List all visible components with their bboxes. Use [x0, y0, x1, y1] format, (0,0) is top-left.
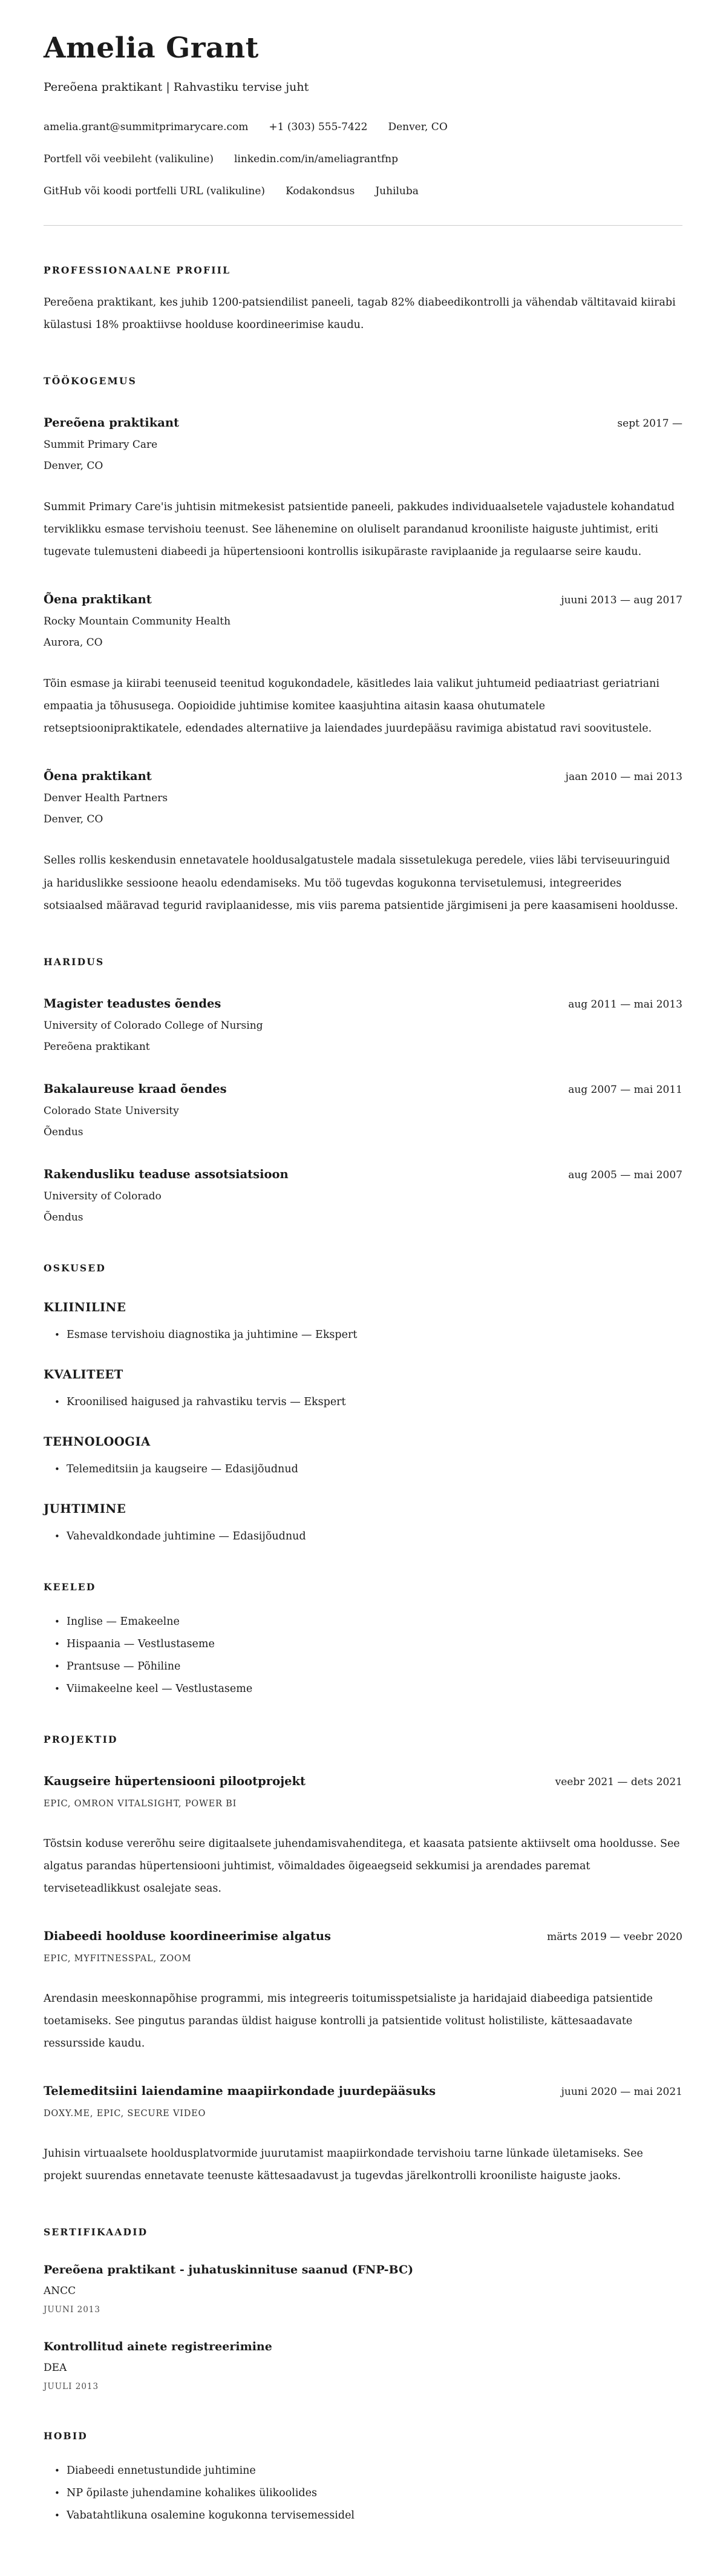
- job-location: Denver, CO: [44, 459, 103, 472]
- contact-portfolio: Portfell või veebileht (valikuline): [44, 152, 214, 165]
- certification-org: ANCC: [44, 2285, 76, 2298]
- project-dates: märts 2019 — veebr 2020: [547, 1931, 682, 1943]
- job-header: [44, 592, 682, 606]
- contact-linkedin: linkedin.com/in/ameliagrantfnp: [234, 152, 398, 165]
- skill-category: TEHNOLOOGIA: [44, 1434, 151, 1449]
- education-field: Pereõena praktikant: [44, 1040, 150, 1053]
- education-dates: aug 2007 — mai 2011: [568, 1083, 682, 1096]
- project-tools: DOXY.ME, EPIC, SECURE VIDEO: [44, 2109, 206, 2119]
- job-dates: sept 2017 —: [617, 417, 682, 430]
- section-hobbies: [44, 2430, 682, 2522]
- language-item: [54, 1683, 682, 1695]
- languages-section-title: KEELED: [44, 1581, 96, 1593]
- certification-org: DEA: [44, 2362, 67, 2374]
- job-role: Õena praktikant: [44, 769, 152, 784]
- project-entry: [44, 2084, 682, 2188]
- experience-section-title: TÖÖKOGEMUS: [44, 375, 137, 387]
- job-dates: jaan 2010 — mai 2013: [565, 771, 682, 784]
- section-certifications: [44, 2226, 682, 2391]
- language-item: [54, 1660, 682, 1673]
- contact-phone: +1 (303) 555-7422: [269, 120, 368, 133]
- hobby-item: [54, 2465, 682, 2477]
- certification-name: Kontrollitud ainete registreerimine: [44, 2340, 272, 2354]
- education-degree: Rakendusliku teaduse assotsiatsioon: [44, 1167, 289, 1181]
- skill-item: [54, 1463, 682, 1475]
- job-description: Summit Primary Care'is juhtisin mitmekesist patsientide paneeli, pakkudes individuaalsetele vajadustele kohandatud terviklikku esmase tervishoiu teenust. See lähenemine on oluliselt parandanud krooniliste haiguste juhtimist, eriti tugevate tulemusteni diabeedi ja hüpertensiooni kontrollis isikupäraste raviplaanide ja regulaarse seire kaudu.: [44, 500, 675, 559]
- hobby-list: [44, 2465, 682, 2522]
- project-entry: [44, 1929, 682, 2055]
- project-description: Juhisin virtuaalsete hooldusplatvormide juurutamist maapiirkondade tervishoiu tarne lünkade ületamiseks. See projekt suurendas ennetavate teenuste kättesaadavust ja tugevdas järelkontrolli krooniliste haiguste jaoks.: [44, 2148, 643, 2183]
- language-item-text: Hispaania — Vestlustaseme: [67, 1637, 215, 1650]
- job-entry: [44, 416, 682, 563]
- hobby-item-text: NP õpilaste juhendamine kohalikes ülikoolides: [67, 2487, 317, 2500]
- skill-group: [44, 1502, 682, 1542]
- education-header: [44, 1082, 682, 1096]
- certification-entry: [44, 2263, 682, 2315]
- language-item-text: Inglise — Emakeelne: [67, 1615, 180, 1628]
- language-item: [54, 1616, 682, 1628]
- education-school: University of Colorado: [44, 1190, 162, 1202]
- project-name: Diabeedi hoolduse koordineerimise algatus: [44, 1929, 332, 1943]
- projects-section-title: PROJEKTID: [44, 1733, 118, 1745]
- resume-header: [44, 33, 682, 226]
- contact-block: [44, 121, 682, 197]
- contact-github: GitHub või koodi portfelli URL (valikuline): [44, 185, 266, 197]
- project-entry: [44, 1774, 682, 1900]
- section-projects: [44, 1734, 682, 2188]
- job-entry: [44, 769, 682, 917]
- profile-section-title: PROFESSIONAALNE PROFIIL: [44, 264, 231, 276]
- job-location: Denver, CO: [44, 813, 103, 826]
- job-header: [44, 416, 682, 430]
- job-role: Pereõena praktikant: [44, 415, 180, 430]
- contact-row-3: [44, 185, 682, 197]
- education-field: Õendus: [44, 1211, 83, 1224]
- certification-date: JUUNI 2013: [44, 2305, 100, 2315]
- subtitle: Pereõena praktikant | Rahvastiku tervise juht: [44, 80, 309, 94]
- project-name: Kaugseire hüpertensiooni pilootprojekt: [44, 1774, 306, 1788]
- skills-section-title: OSKUSED: [44, 1262, 106, 1274]
- job-role: Õena praktikant: [44, 592, 152, 607]
- section-education: [44, 956, 682, 1224]
- language-item-text: Viimakeelne keel — Vestlustaseme: [67, 1682, 253, 1695]
- language-item-text: Prantsuse — Põhiline: [67, 1660, 181, 1673]
- job-description: Tõin esmase ja kiirabi teenuseid teenitud kogukondadele, käsitledes laia valikut juhtumeid pediaatriast geriatriani empaatia ja tõhususega. Oopioidide juhtimise komitee kaasjuhtina aitasin kaasa ohutumatele retseptsioonipraktikatele, edendades alternatiive ja laiendades juurdepääsu ravimiga abistatud ravi soovitustele.: [44, 678, 659, 735]
- skill-list: [44, 1530, 682, 1542]
- skill-list: [44, 1329, 682, 1341]
- contact-email: amelia.grant@summitprimarycare.com: [44, 120, 249, 133]
- certification-date: JUULI 2013: [44, 2382, 99, 2392]
- skill-group: [44, 1368, 682, 1408]
- section-skills: [44, 1262, 682, 1542]
- skill-item-text: Kroonilised haigused ja rahvastiku tervis — Ekspert: [67, 1395, 346, 1408]
- education-school: Colorado State University: [44, 1104, 179, 1117]
- skill-group: [44, 1300, 682, 1341]
- skill-list: [44, 1463, 682, 1475]
- profile-text: Pereõena praktikant, kes juhib 1200-patsiendilist paneeli, tagab 82% diabeedikontrolli ja vähendab vältitavaid kiirabi külastusi 18% proaktiivse hoolduse koordineerimise kaudu.: [44, 296, 676, 331]
- contact-row-2: [44, 153, 682, 165]
- education-header: [44, 997, 682, 1011]
- skill-item: [54, 1396, 682, 1408]
- hobby-item: [54, 2509, 682, 2522]
- education-school: University of Colorado College of Nursing: [44, 1019, 263, 1032]
- contact-location: Denver, CO: [388, 120, 448, 133]
- skill-item: [54, 1530, 682, 1542]
- project-dates: juuni 2020 — mai 2021: [561, 2086, 682, 2099]
- education-entry: [44, 1167, 682, 1224]
- skill-category: KVALITEET: [44, 1367, 123, 1381]
- hobbies-section-title: HOBID: [44, 2430, 88, 2442]
- job-company: Denver Health Partners: [44, 792, 168, 805]
- skill-list: [44, 1396, 682, 1408]
- education-degree: Magister teadustes õendes: [44, 996, 221, 1011]
- skill-category: KLIINILINE: [44, 1300, 126, 1314]
- hobby-item-text: Diabeedi ennetustundide juhtimine: [67, 2465, 256, 2477]
- project-tools: EPIC, MYFITNESSPAL, ZOOM: [44, 1954, 192, 1964]
- skill-group: [44, 1435, 682, 1475]
- project-dates: veebr 2021 — dets 2021: [555, 1775, 682, 1788]
- section-profile: [44, 264, 682, 336]
- project-header: [44, 2084, 682, 2098]
- skill-item-text: Telemeditsiin ja kaugseire — Edasijõudnud: [67, 1463, 298, 1475]
- job-company: Rocky Mountain Community Health: [44, 615, 231, 628]
- job-dates: juuni 2013 — aug 2017: [561, 594, 682, 607]
- project-description: Arendasin meeskonnapõhise programmi, mis integreeris toitumisspetsialiste ja haridajaid diabeediga patsientide toetamiseks. See pingutus parandas üldist haiguse kontrolli ja patsientide volitust holistiliste, kättesaadavate ressursside kaudu.: [44, 1993, 653, 2050]
- hobby-item-text: Vabatahtlikuna osalemine kogukonna tervisemessidel: [67, 2509, 355, 2522]
- contact-row-1: [44, 121, 682, 133]
- project-tools: EPIC, OMRON VITALSIGHT, POWER BI: [44, 1798, 237, 1809]
- education-dates: aug 2011 — mai 2013: [568, 998, 682, 1011]
- certification-entry: [44, 2340, 682, 2391]
- education-entry: [44, 997, 682, 1053]
- job-company: Summit Primary Care: [44, 438, 158, 451]
- education-degree: Bakalaureuse kraad õendes: [44, 1081, 227, 1096]
- section-languages: [44, 1581, 682, 1695]
- skill-item-text: Vahevaldkondade juhtimine — Edasijõudnud: [67, 1530, 306, 1542]
- header-divider: [44, 225, 682, 226]
- education-section-title: HARIDUS: [44, 955, 105, 968]
- job-header: [44, 769, 682, 783]
- project-header: [44, 1929, 682, 1943]
- skill-category: JUHTIMINE: [44, 1501, 126, 1516]
- job-description: Selles rollis keskendusin ennetavatele hooldusalgatustele madala sissetulekuga peredele, viies läbi terviseuuringuid ja hariduslikke sessioone heaolu edendamiseks. Mu töö tugevdas kogukonna tervisetulemusi, integreerides sotsiaalsed määravad tegurid raviplaanidesse, mis viis parema patsientide järgimiseni ja pere kaasamiseni hooldusse.: [44, 854, 678, 912]
- project-header: [44, 1774, 682, 1788]
- certification-name: Pereõena praktikant - juhatuskinnituse saanud (FNP-BC): [44, 2263, 414, 2277]
- job-location: Aurora, CO: [44, 637, 103, 649]
- job-entry: [44, 592, 682, 740]
- project-name: Telemeditsiini laiendamine maapiirkondade juurdepääsuks: [44, 2084, 436, 2099]
- education-header: [44, 1167, 682, 1181]
- project-description: Tõstsin koduse vererõhu seire digitaalsete juhendamisvahenditega, et kaasata patsiente aktiivselt oma hooldusse. See algatus parandas hüpertensiooni juhtimist, võimaldades õigeaegseid sekkumisi ja arendades paremat terviseteadlikkust osalejate seas.: [44, 1837, 680, 1895]
- language-item: [54, 1638, 682, 1650]
- hobby-item: [54, 2487, 682, 2499]
- skill-item-text: Esmase tervishoiu diagnostika ja juhtimine — Ekspert: [67, 1328, 358, 1341]
- language-list: [44, 1616, 682, 1695]
- contact-citizenship: Kodakondsus: [286, 185, 355, 197]
- certifications-section-title: SERTIFIKAADID: [44, 2226, 148, 2238]
- page-title: Amelia Grant: [44, 31, 259, 65]
- education-field: Õendus: [44, 1126, 83, 1138]
- section-experience: [44, 375, 682, 917]
- education-entry: [44, 1082, 682, 1138]
- education-dates: aug 2005 — mai 2007: [568, 1168, 682, 1181]
- skill-item: [54, 1329, 682, 1341]
- contact-license: Juhiluba: [375, 185, 419, 197]
